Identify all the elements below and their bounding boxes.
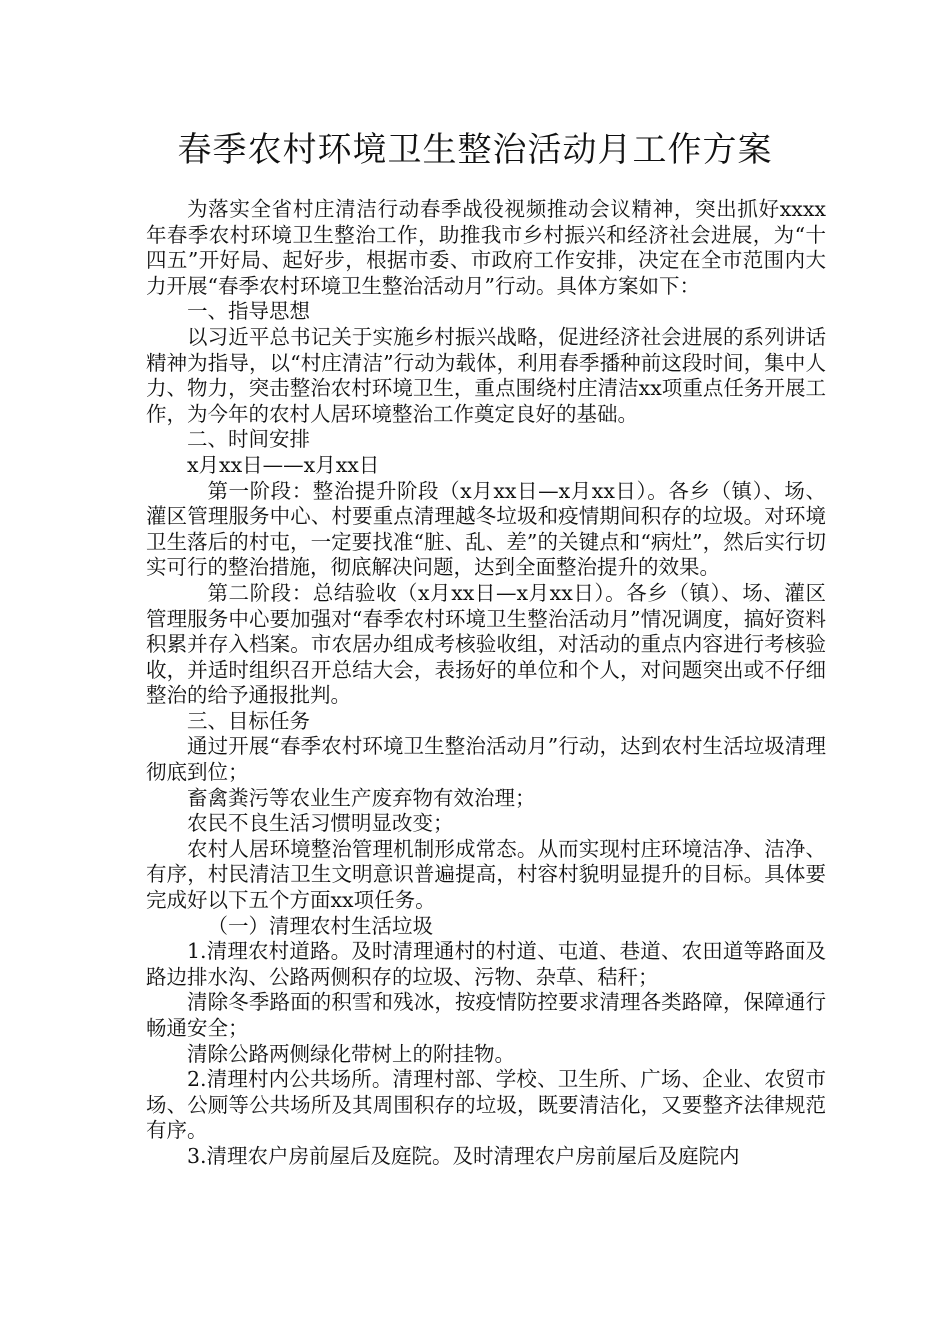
goal-item: 农村人居环境整治管理机制形成常态。从而实现村庄环境洁净、洁净、有序，村民清洁卫生文明意识普遍提高，村容村貌明显提升的目标。具体要完成好以下五个方面xx项任务。	[146, 836, 826, 913]
stage-two-paragraph: 第二阶段：总结验收（x月xx日—x月xx日）。各乡（镇）、场、灌区管理服务中心要加强对“春季农村环境卫生整治活动月”情况调度，搞好资料积累并存入档案。市农居办组成考核验收组，对活动的重点内容进行考核验收，并适时组织召开总结大会，表扬好的单位和个人，对问题突出或不仔细整治的给予通报批判。	[146, 580, 826, 708]
section-heading-schedule: 二、时间安排	[187, 427, 310, 452]
task-item: 清除公路两侧绿化带树上的附挂物。	[187, 1041, 515, 1066]
goal-item: 通过开展“春季农村环境卫生整治活动月”行动，达到农村生活垃圾清理彻底到位；	[146, 734, 826, 785]
section-heading-goals: 三、目标任务	[187, 708, 310, 733]
intro-paragraph: 为落实全省村庄清洁行动春季战役视频推动会议精神，突出抓好xxxx年春季农村环境卫生整治工作，助推我市乡村振兴和经济社会进展，为“十四五”开好局、起好步，根据市委、市政府工作安排，决定在全市范围内大力开展“春季农村环境卫生整治活动月”行动。具体方案如下：	[146, 197, 826, 298]
task-item: 3.清理农户房前屋后及庭院。及时清理农户房前屋后及庭院内	[187, 1143, 740, 1168]
document-title: 春季农村环境卫生整治活动月工作方案	[177, 130, 773, 170]
document-body	[146, 197, 826, 1170]
goal-item: 畜禽粪污等农业生产废弃物有效治理；	[187, 785, 536, 810]
subsection-heading: （一）清理农村生活垃圾	[207, 913, 433, 938]
goal-item: 农民不良生活习惯明显改变；	[187, 811, 454, 836]
section-heading-guiding-ideology: 一、指导思想	[187, 299, 310, 324]
task-item: 清除冬季路面的积雪和残冰，按疫情防控要求清理各类路障，保障通行畅通安全；	[146, 990, 826, 1040]
schedule-date-range: x月xx日——x月xx日	[187, 452, 380, 477]
task-item: 2.清理村内公共场所。清理村部、学校、卫生所、广场、企业、农贸市场、公厕等公共场所及其周围积存的垃圾，既要清洁化，又要整齐法律规范有序。	[146, 1067, 826, 1143]
guiding-ideology-paragraph: 以习近平总书记关于实施乡村振兴战略，促进经济社会进展的系列讲话精神为指导，以“村庄清洁”行动为载体，利用春季播种前这段时间，集中人力、物力，突击整治农村环境卫生，重点围绕村庄清洁xx项重点任务开展工作，为今年的农村人居环境整治工作奠定良好的基础。	[146, 324, 826, 426]
stage-one-paragraph: 第一阶段：整治提升阶段（x月xx日—x月xx日）。各乡（镇）、场、灌区管理服务中心、村要重点清理越冬垃圾和疫情期间积存的垃圾。对环境卫生落后的村屯，一定要找准“脏、乱、差”的关键点和“病灶”，然后实行切实可行的整治措施，彻底解决问题，达到全面整治提升的效果。	[146, 478, 826, 580]
task-item: 1.清理农村道路。及时清理通村的村道、屯道、巷道、农田道等路面及路边排水沟、公路两侧积存的垃圾、污物、杂草、秸秆；	[146, 939, 826, 989]
